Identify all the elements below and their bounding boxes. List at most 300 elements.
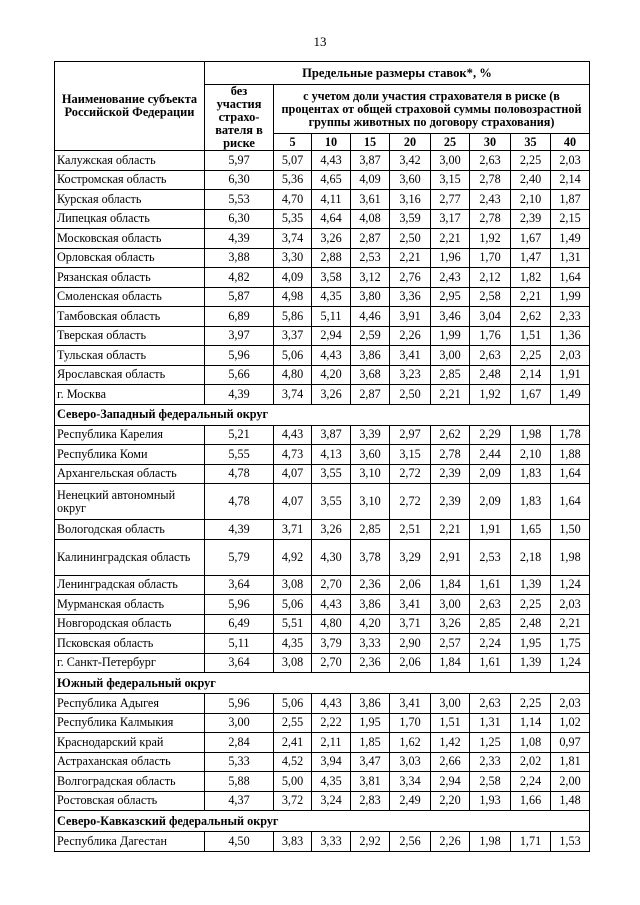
column-header-pct: 25 bbox=[431, 134, 470, 151]
rate-with-share: 3,94 bbox=[312, 752, 351, 772]
table-row bbox=[55, 268, 590, 288]
rate-with-share: 1,36 bbox=[551, 326, 590, 346]
region-name: Архангельская область bbox=[55, 464, 205, 484]
rate-with-share: 1,87 bbox=[551, 190, 590, 210]
region-name: Республика Дагестан bbox=[55, 832, 205, 852]
rate-no-share: 4,37 bbox=[205, 791, 274, 811]
rate-with-share: 3,47 bbox=[351, 752, 390, 772]
rate-with-share: 2,78 bbox=[470, 170, 511, 190]
rate-no-share: 6,89 bbox=[205, 307, 274, 327]
rate-with-share: 4,80 bbox=[274, 365, 312, 385]
rate-with-share: 2,63 bbox=[470, 694, 511, 714]
column-header-with-share: с учетом доли участия страхователя в риске (в процентах от общей страховой суммы половозрастной группы животных по договору страхования) bbox=[274, 85, 590, 134]
region-name: Орловская область bbox=[55, 248, 205, 268]
region-name: Краснодарский край bbox=[55, 733, 205, 753]
rate-with-share: 2,39 bbox=[511, 209, 551, 229]
rate-with-share: 1,14 bbox=[511, 713, 551, 733]
rate-with-share: 3,17 bbox=[431, 209, 470, 229]
rate-no-share: 4,78 bbox=[205, 464, 274, 484]
rate-with-share: 1,99 bbox=[431, 326, 470, 346]
region-name: Рязанская область bbox=[55, 268, 205, 288]
rate-with-share: 1,78 bbox=[551, 425, 590, 445]
rate-with-share: 1,08 bbox=[511, 733, 551, 753]
rate-no-share: 5,33 bbox=[205, 752, 274, 772]
rate-with-share: 2,29 bbox=[470, 425, 511, 445]
column-header-pct: 20 bbox=[390, 134, 431, 151]
region-name: Костромская область bbox=[55, 170, 205, 190]
rate-with-share: 2,14 bbox=[511, 365, 551, 385]
rate-with-share: 3,74 bbox=[274, 229, 312, 249]
rate-with-share: 3,08 bbox=[274, 653, 312, 673]
rate-with-share: 4,43 bbox=[274, 425, 312, 445]
rate-with-share: 2,63 bbox=[470, 151, 511, 171]
rate-with-share: 2,26 bbox=[390, 326, 431, 346]
rate-with-share: 2,53 bbox=[351, 248, 390, 268]
column-header-no-share: без участия страхо-вателя в риске bbox=[205, 85, 274, 151]
table-row bbox=[55, 365, 590, 385]
rate-no-share: 5,88 bbox=[205, 772, 274, 792]
rate-with-share: 2,66 bbox=[431, 752, 470, 772]
table-row bbox=[55, 287, 590, 307]
rate-with-share: 1,51 bbox=[431, 713, 470, 733]
rate-with-share: 1,64 bbox=[551, 464, 590, 484]
rate-with-share: 4,09 bbox=[274, 268, 312, 288]
rate-with-share: 4,43 bbox=[312, 346, 351, 366]
rate-no-share: 5,79 bbox=[205, 539, 274, 575]
rate-with-share: 1,61 bbox=[470, 575, 511, 595]
rate-with-share: 2,12 bbox=[470, 268, 511, 288]
rate-with-share: 1,99 bbox=[551, 287, 590, 307]
rate-with-share: 3,39 bbox=[351, 425, 390, 445]
rate-with-share: 3,24 bbox=[312, 791, 351, 811]
rate-with-share: 2,63 bbox=[470, 346, 511, 366]
rate-with-share: 1,64 bbox=[551, 268, 590, 288]
rate-with-share: 2,59 bbox=[351, 326, 390, 346]
rate-with-share: 4,20 bbox=[351, 614, 390, 634]
rate-with-share: 2,91 bbox=[431, 539, 470, 575]
rate-with-share: 1,42 bbox=[431, 733, 470, 753]
rate-with-share: 2,25 bbox=[511, 346, 551, 366]
rate-with-share: 3,30 bbox=[274, 248, 312, 268]
rate-with-share: 1,31 bbox=[470, 713, 511, 733]
rate-with-share: 5,36 bbox=[274, 170, 312, 190]
rate-no-share: 4,82 bbox=[205, 268, 274, 288]
rate-with-share: 1,70 bbox=[390, 713, 431, 733]
rate-with-share: 1,71 bbox=[511, 832, 551, 852]
rate-with-share: 2,48 bbox=[470, 365, 511, 385]
rate-with-share: 4,46 bbox=[351, 307, 390, 327]
rate-with-share: 4,35 bbox=[312, 287, 351, 307]
rate-with-share: 3,86 bbox=[351, 694, 390, 714]
rate-with-share: 2,21 bbox=[390, 248, 431, 268]
rate-no-share: 5,96 bbox=[205, 694, 274, 714]
rate-with-share: 3,71 bbox=[390, 614, 431, 634]
rate-with-share: 3,26 bbox=[312, 229, 351, 249]
rate-with-share: 3,26 bbox=[312, 385, 351, 405]
rate-with-share: 2,09 bbox=[470, 484, 511, 520]
rate-with-share: 4,70 bbox=[274, 190, 312, 210]
rate-with-share: 3,33 bbox=[312, 832, 351, 852]
rate-with-share: 1,24 bbox=[551, 575, 590, 595]
rate-with-share: 2,49 bbox=[390, 791, 431, 811]
rate-with-share: 2,56 bbox=[390, 832, 431, 852]
region-name: Вологодская область bbox=[55, 520, 205, 540]
rate-with-share: 2,41 bbox=[274, 733, 312, 753]
table-row bbox=[55, 385, 590, 405]
rate-no-share: 3,88 bbox=[205, 248, 274, 268]
rate-with-share: 2,10 bbox=[511, 445, 551, 465]
rate-with-share: 3,37 bbox=[274, 326, 312, 346]
rate-with-share: 3,83 bbox=[274, 832, 312, 852]
rate-no-share: 3,64 bbox=[205, 575, 274, 595]
rate-no-share: 3,97 bbox=[205, 326, 274, 346]
rate-with-share: 1,98 bbox=[470, 832, 511, 852]
rate-with-share: 2,21 bbox=[431, 229, 470, 249]
rate-with-share: 1,50 bbox=[551, 520, 590, 540]
rate-with-share: 2,85 bbox=[470, 614, 511, 634]
rate-with-share: 3,00 bbox=[431, 151, 470, 171]
rate-no-share: 5,11 bbox=[205, 634, 274, 654]
region-name: Ленинградская область bbox=[55, 575, 205, 595]
rate-with-share: 3,15 bbox=[390, 445, 431, 465]
rate-with-share: 1,96 bbox=[431, 248, 470, 268]
rate-with-share: 2,44 bbox=[470, 445, 511, 465]
table-row bbox=[55, 346, 590, 366]
rate-with-share: 2,20 bbox=[431, 791, 470, 811]
rate-with-share: 1,48 bbox=[551, 791, 590, 811]
rate-with-share: 2,62 bbox=[431, 425, 470, 445]
rate-with-share: 2,43 bbox=[431, 268, 470, 288]
rate-with-share: 1,53 bbox=[551, 832, 590, 852]
rate-with-share: 3,59 bbox=[390, 209, 431, 229]
table-row bbox=[55, 733, 590, 753]
rate-with-share: 2,25 bbox=[511, 595, 551, 615]
rate-with-share: 3,72 bbox=[274, 791, 312, 811]
rate-with-share: 1,75 bbox=[551, 634, 590, 654]
table-row bbox=[55, 170, 590, 190]
region-name: Ярославская область bbox=[55, 365, 205, 385]
rate-with-share: 3,04 bbox=[470, 307, 511, 327]
rate-with-share: 2,21 bbox=[431, 520, 470, 540]
rate-with-share: 3,00 bbox=[431, 694, 470, 714]
region-name: Мурманская область bbox=[55, 595, 205, 615]
rate-with-share: 1,02 bbox=[551, 713, 590, 733]
rate-no-share: 5,87 bbox=[205, 287, 274, 307]
rate-with-share: 2,43 bbox=[470, 190, 511, 210]
rate-with-share: 1,92 bbox=[470, 229, 511, 249]
rate-with-share: 3,08 bbox=[274, 575, 312, 595]
rate-with-share: 3,12 bbox=[351, 268, 390, 288]
rate-with-share: 5,06 bbox=[274, 346, 312, 366]
rate-with-share: 3,80 bbox=[351, 287, 390, 307]
rate-with-share: 2,10 bbox=[511, 190, 551, 210]
rate-no-share: 5,53 bbox=[205, 190, 274, 210]
table-row bbox=[55, 229, 590, 249]
table-row bbox=[55, 752, 590, 772]
table-row bbox=[55, 484, 590, 520]
rate-with-share: 3,41 bbox=[390, 694, 431, 714]
rate-with-share: 3,55 bbox=[312, 464, 351, 484]
rate-with-share: 3,86 bbox=[351, 346, 390, 366]
region-name: Республика Адыгея bbox=[55, 694, 205, 714]
rate-no-share: 4,50 bbox=[205, 832, 274, 852]
rate-with-share: 0,97 bbox=[551, 733, 590, 753]
rate-with-share: 1,25 bbox=[470, 733, 511, 753]
rate-with-share: 1,66 bbox=[511, 791, 551, 811]
rate-with-share: 3,16 bbox=[390, 190, 431, 210]
rate-with-share: 5,35 bbox=[274, 209, 312, 229]
rate-with-share: 2,21 bbox=[551, 614, 590, 634]
rate-with-share: 3,74 bbox=[274, 385, 312, 405]
rate-with-share: 3,78 bbox=[351, 539, 390, 575]
rate-with-share: 3,26 bbox=[431, 614, 470, 634]
table-row bbox=[55, 445, 590, 465]
region-name: Тульская область bbox=[55, 346, 205, 366]
rate-with-share: 1,91 bbox=[551, 365, 590, 385]
rate-with-share: 2,70 bbox=[312, 575, 351, 595]
column-header-pct: 15 bbox=[351, 134, 390, 151]
rate-with-share: 5,06 bbox=[274, 694, 312, 714]
region-name: Ненецкий автономный округ bbox=[55, 484, 205, 520]
rate-with-share: 2,11 bbox=[312, 733, 351, 753]
rate-with-share: 1,51 bbox=[511, 326, 551, 346]
rate-with-share: 4,98 bbox=[274, 287, 312, 307]
column-header-pct: 10 bbox=[312, 134, 351, 151]
rate-with-share: 4,30 bbox=[312, 539, 351, 575]
rate-no-share: 4,39 bbox=[205, 229, 274, 249]
table-row bbox=[55, 634, 590, 654]
rate-with-share: 2,00 bbox=[551, 772, 590, 792]
rate-with-share: 2,77 bbox=[431, 190, 470, 210]
rate-with-share: 2,58 bbox=[470, 772, 511, 792]
rate-with-share: 2,09 bbox=[470, 464, 511, 484]
rate-with-share: 2,39 bbox=[431, 464, 470, 484]
table-row bbox=[55, 694, 590, 714]
rate-no-share: 2,84 bbox=[205, 733, 274, 753]
rate-with-share: 2,76 bbox=[390, 268, 431, 288]
rate-with-share: 4,65 bbox=[312, 170, 351, 190]
rate-no-share: 4,39 bbox=[205, 385, 274, 405]
rate-with-share: 3,42 bbox=[390, 151, 431, 171]
table-row bbox=[55, 832, 590, 852]
rate-with-share: 2,21 bbox=[431, 385, 470, 405]
rate-with-share: 3,81 bbox=[351, 772, 390, 792]
rate-with-share: 5,11 bbox=[312, 307, 351, 327]
rate-with-share: 2,33 bbox=[551, 307, 590, 327]
rate-with-share: 2,48 bbox=[511, 614, 551, 634]
rate-with-share: 1,92 bbox=[470, 385, 511, 405]
rate-with-share: 2,03 bbox=[551, 694, 590, 714]
rate-no-share: 3,00 bbox=[205, 713, 274, 733]
rate-with-share: 4,73 bbox=[274, 445, 312, 465]
rate-with-share: 3,29 bbox=[390, 539, 431, 575]
rate-no-share: 5,97 bbox=[205, 151, 274, 171]
rate-with-share: 1,83 bbox=[511, 484, 551, 520]
region-name: Ростовская область bbox=[55, 791, 205, 811]
rate-with-share: 2,63 bbox=[470, 595, 511, 615]
rate-with-share: 1,24 bbox=[551, 653, 590, 673]
rate-with-share: 2,50 bbox=[390, 229, 431, 249]
rate-with-share: 4,13 bbox=[312, 445, 351, 465]
region-name: Липецкая область bbox=[55, 209, 205, 229]
rate-with-share: 1,67 bbox=[511, 385, 551, 405]
rate-with-share: 1,84 bbox=[431, 653, 470, 673]
region-name: Московская область bbox=[55, 229, 205, 249]
rate-with-share: 3,00 bbox=[431, 595, 470, 615]
rate-with-share: 3,41 bbox=[390, 595, 431, 615]
rate-with-share: 3,55 bbox=[312, 484, 351, 520]
rate-with-share: 1,95 bbox=[511, 634, 551, 654]
region-name: Калужская область bbox=[55, 151, 205, 171]
rate-with-share: 4,35 bbox=[274, 634, 312, 654]
rate-with-share: 3,87 bbox=[312, 425, 351, 445]
table-row bbox=[55, 653, 590, 673]
rate-with-share: 2,92 bbox=[351, 832, 390, 852]
region-name: г. Санкт-Петербург bbox=[55, 653, 205, 673]
rate-with-share: 1,76 bbox=[470, 326, 511, 346]
rate-with-share: 3,46 bbox=[431, 307, 470, 327]
rate-with-share: 2,06 bbox=[390, 575, 431, 595]
table-row bbox=[55, 575, 590, 595]
rate-with-share: 1,91 bbox=[470, 520, 511, 540]
table-row bbox=[55, 326, 590, 346]
rate-no-share: 6,30 bbox=[205, 209, 274, 229]
rate-with-share: 4,35 bbox=[312, 772, 351, 792]
rate-with-share: 2,53 bbox=[470, 539, 511, 575]
table-row bbox=[55, 209, 590, 229]
rate-with-share: 1,93 bbox=[470, 791, 511, 811]
table-row bbox=[55, 539, 590, 575]
rate-with-share: 1,62 bbox=[390, 733, 431, 753]
table-row bbox=[55, 791, 590, 811]
rate-with-share: 2,33 bbox=[470, 752, 511, 772]
district-row bbox=[55, 811, 590, 832]
region-name: Республика Калмыкия bbox=[55, 713, 205, 733]
rate-with-share: 4,07 bbox=[274, 464, 312, 484]
rate-with-share: 4,07 bbox=[274, 484, 312, 520]
table-row bbox=[55, 248, 590, 268]
rate-with-share: 3,79 bbox=[312, 634, 351, 654]
rate-with-share: 1,82 bbox=[511, 268, 551, 288]
region-name: Курская область bbox=[55, 190, 205, 210]
rate-with-share: 1,65 bbox=[511, 520, 551, 540]
rate-with-share: 4,43 bbox=[312, 151, 351, 171]
rate-with-share: 1,85 bbox=[351, 733, 390, 753]
rate-with-share: 1,49 bbox=[551, 385, 590, 405]
table-row bbox=[55, 307, 590, 327]
rate-with-share: 3,03 bbox=[390, 752, 431, 772]
rate-with-share: 2,95 bbox=[431, 287, 470, 307]
rate-with-share: 2,22 bbox=[312, 713, 351, 733]
rate-with-share: 2,03 bbox=[551, 595, 590, 615]
region-name: Астраханская область bbox=[55, 752, 205, 772]
rate-with-share: 5,00 bbox=[274, 772, 312, 792]
table-row bbox=[55, 464, 590, 484]
rate-with-share: 2,72 bbox=[390, 464, 431, 484]
region-name: Республика Карелия bbox=[55, 425, 205, 445]
rate-with-share: 2,36 bbox=[351, 575, 390, 595]
column-header-pct: 5 bbox=[274, 134, 312, 151]
rate-with-share: 2,87 bbox=[351, 229, 390, 249]
rate-with-share: 2,85 bbox=[351, 520, 390, 540]
rate-with-share: 3,00 bbox=[431, 346, 470, 366]
rate-with-share: 2,18 bbox=[511, 539, 551, 575]
rate-with-share: 5,06 bbox=[274, 595, 312, 615]
region-name: Смоленская область bbox=[55, 287, 205, 307]
table-row bbox=[55, 425, 590, 445]
rate-with-share: 2,78 bbox=[470, 209, 511, 229]
rate-with-share: 1,39 bbox=[511, 653, 551, 673]
rate-with-share: 3,71 bbox=[274, 520, 312, 540]
rate-with-share: 1,67 bbox=[511, 229, 551, 249]
rate-with-share: 4,43 bbox=[312, 694, 351, 714]
region-name: Республика Коми bbox=[55, 445, 205, 465]
rate-with-share: 3,86 bbox=[351, 595, 390, 615]
rate-with-share: 2,14 bbox=[551, 170, 590, 190]
rate-with-share: 2,50 bbox=[390, 385, 431, 405]
rate-with-share: 1,64 bbox=[551, 484, 590, 520]
rate-with-share: 2,70 bbox=[312, 653, 351, 673]
district-row bbox=[55, 673, 590, 694]
rate-with-share: 1,88 bbox=[551, 445, 590, 465]
district-heading: Северо-Кавказский федеральный округ bbox=[55, 811, 590, 832]
rate-with-share: 3,34 bbox=[390, 772, 431, 792]
rate-with-share: 1,98 bbox=[511, 425, 551, 445]
rate-with-share: 2,87 bbox=[351, 385, 390, 405]
column-header-rate-limits: Предельные размеры ставок*, % bbox=[205, 62, 590, 85]
rate-no-share: 5,66 bbox=[205, 365, 274, 385]
rate-with-share: 1,95 bbox=[351, 713, 390, 733]
rate-with-share: 3,60 bbox=[390, 170, 431, 190]
rate-with-share: 2,94 bbox=[431, 772, 470, 792]
rate-with-share: 3,15 bbox=[431, 170, 470, 190]
region-name: Калининградская область bbox=[55, 539, 205, 575]
rate-with-share: 2,51 bbox=[390, 520, 431, 540]
rate-with-share: 3,68 bbox=[351, 365, 390, 385]
rate-with-share: 1,47 bbox=[511, 248, 551, 268]
rate-with-share: 3,33 bbox=[351, 634, 390, 654]
rate-with-share: 2,62 bbox=[511, 307, 551, 327]
rate-with-share: 3,23 bbox=[390, 365, 431, 385]
table-row bbox=[55, 190, 590, 210]
rate-with-share: 5,86 bbox=[274, 307, 312, 327]
table-row bbox=[55, 595, 590, 615]
rate-with-share: 2,94 bbox=[312, 326, 351, 346]
rate-with-share: 2,03 bbox=[551, 151, 590, 171]
column-header-region: Наименование субъекта Российской Федерации bbox=[55, 62, 205, 151]
rate-with-share: 3,87 bbox=[351, 151, 390, 171]
rate-with-share: 1,61 bbox=[470, 653, 511, 673]
page-number: 13 bbox=[313, 34, 327, 49]
rate-with-share: 2,55 bbox=[274, 713, 312, 733]
rate-with-share: 4,20 bbox=[312, 365, 351, 385]
rate-with-share: 1,81 bbox=[551, 752, 590, 772]
rate-with-share: 2,25 bbox=[511, 694, 551, 714]
rate-no-share: 3,64 bbox=[205, 653, 274, 673]
table-row bbox=[55, 614, 590, 634]
table-row bbox=[55, 713, 590, 733]
rate-with-share: 2,39 bbox=[431, 484, 470, 520]
rate-with-share: 2,72 bbox=[390, 484, 431, 520]
column-header-pct: 40 bbox=[551, 134, 590, 151]
rate-no-share: 5,96 bbox=[205, 346, 274, 366]
rate-no-share: 5,21 bbox=[205, 425, 274, 445]
rate-with-share: 2,85 bbox=[431, 365, 470, 385]
region-name: г. Москва bbox=[55, 385, 205, 405]
rate-with-share: 2,02 bbox=[511, 752, 551, 772]
rate-with-share: 3,41 bbox=[390, 346, 431, 366]
rate-with-share: 1,98 bbox=[551, 539, 590, 575]
